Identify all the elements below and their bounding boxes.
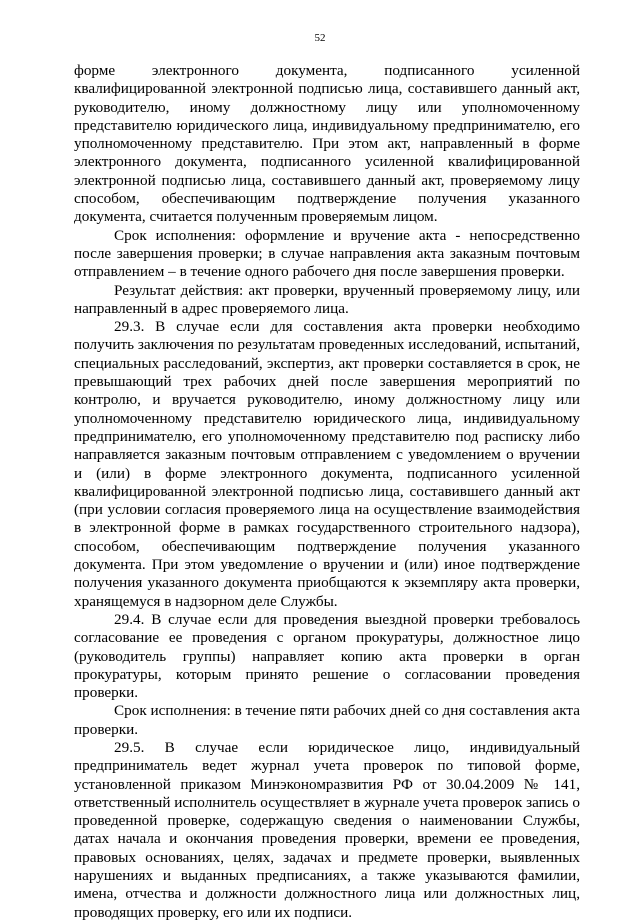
paragraph-deadline-1: Срок исполнения: оформление и вручение акта - непосредственно после завершения проверки; в случае направления акта заказным почтовым отправлением – в течение одного рабочего дня после завершения проверки. — [74, 226, 580, 281]
document-body — [74, 62, 580, 922]
paragraph-deadline-2: Срок исполнения: в течение пяти рабочих дней со дня составления акта проверки. — [74, 702, 580, 738]
paragraph-29-4: 29.4. В случае если для проведения выездной проверки требовалось согласование ее проведения с органом прокуратуры, должностное лицо (руководитель группы) направляет копию акта проверки в орган прокуратуры, которым принято решение о согласовании проведения проверки. — [74, 610, 580, 702]
page-number: 52 — [314, 32, 326, 44]
paragraph-continuation: форме электронного документа, подписанного усиленной квалифицированной электронной подписью лица, составившего данный акт, руководителю, иному должностному лицу или уполномоченному представителю юридического лица, индивидуальному предпринимателю, его уполномоченному представителю. При этом акт, направленный в форме электронного документа, подписанного усиленной квалифицированной электронной подписью лица, составившего данный акт, проверяемому лицу способом, обеспечивающим подтверждение получения указанного документа, считается полученным проверяемым лицом. — [74, 62, 580, 226]
paragraph-29-3: 29.3. В случае если для составления акта проверки необходимо получить заключения по результатам проведенных исследований, испытаний, специальных расследований, экспертиз, акт проверки составляется в срок, не превышающий трех рабочих дней после завершения мероприятий по контролю, и вручается руководителю, иному должностному лицу или уполномоченному представителю юридического лица, индивидуальному предпринимателю, его уполномоченному представителю под расписку либо направляется заказным почтовым отправлением с уведомлением о вручении и (или) в форме электронного документа, подписанного усиленной квалифицированной электронной подписью лица, составившего данный акт (при условии согласия проверяемого лица на осуществление взаимодействия в электронной форме в рамках государственного строительного надзора), способом, обеспечивающим подтверждение получения указанного документа. При этом уведомление о вручении и (или) иное подтверждение получения указанного документа приобщаются к экземпляру акта проверки, хранящемуся в надзорном деле Службы. — [74, 318, 580, 610]
paragraph-29-5: 29.5. В случае если юридическое лицо, индивидуальный предприниматель ведет журнал учета проверок по типовой форме, установленной приказом Минэкономразвития РФ от 30.04.2009 № 141, ответственный исполнитель осуществляет в журнале учета проверок запись о проведенной проверке, содержащую сведения о наименовании Службы, датах начала и окончания проведения проверки, времени ее проведения, правовых основаниях, целях, задачах и предмете проверки, выявленных нарушениях и выданных предписаниях, а также указываются фамилии, имена, отчества и должности должностного лица или должностных лиц, проводящих проверку, его или их подписи. — [74, 738, 580, 921]
paragraph-result: Результат действия: акт проверки, врученный проверяемому лицу, или направленный в адрес проверяемого лица. — [74, 281, 580, 317]
